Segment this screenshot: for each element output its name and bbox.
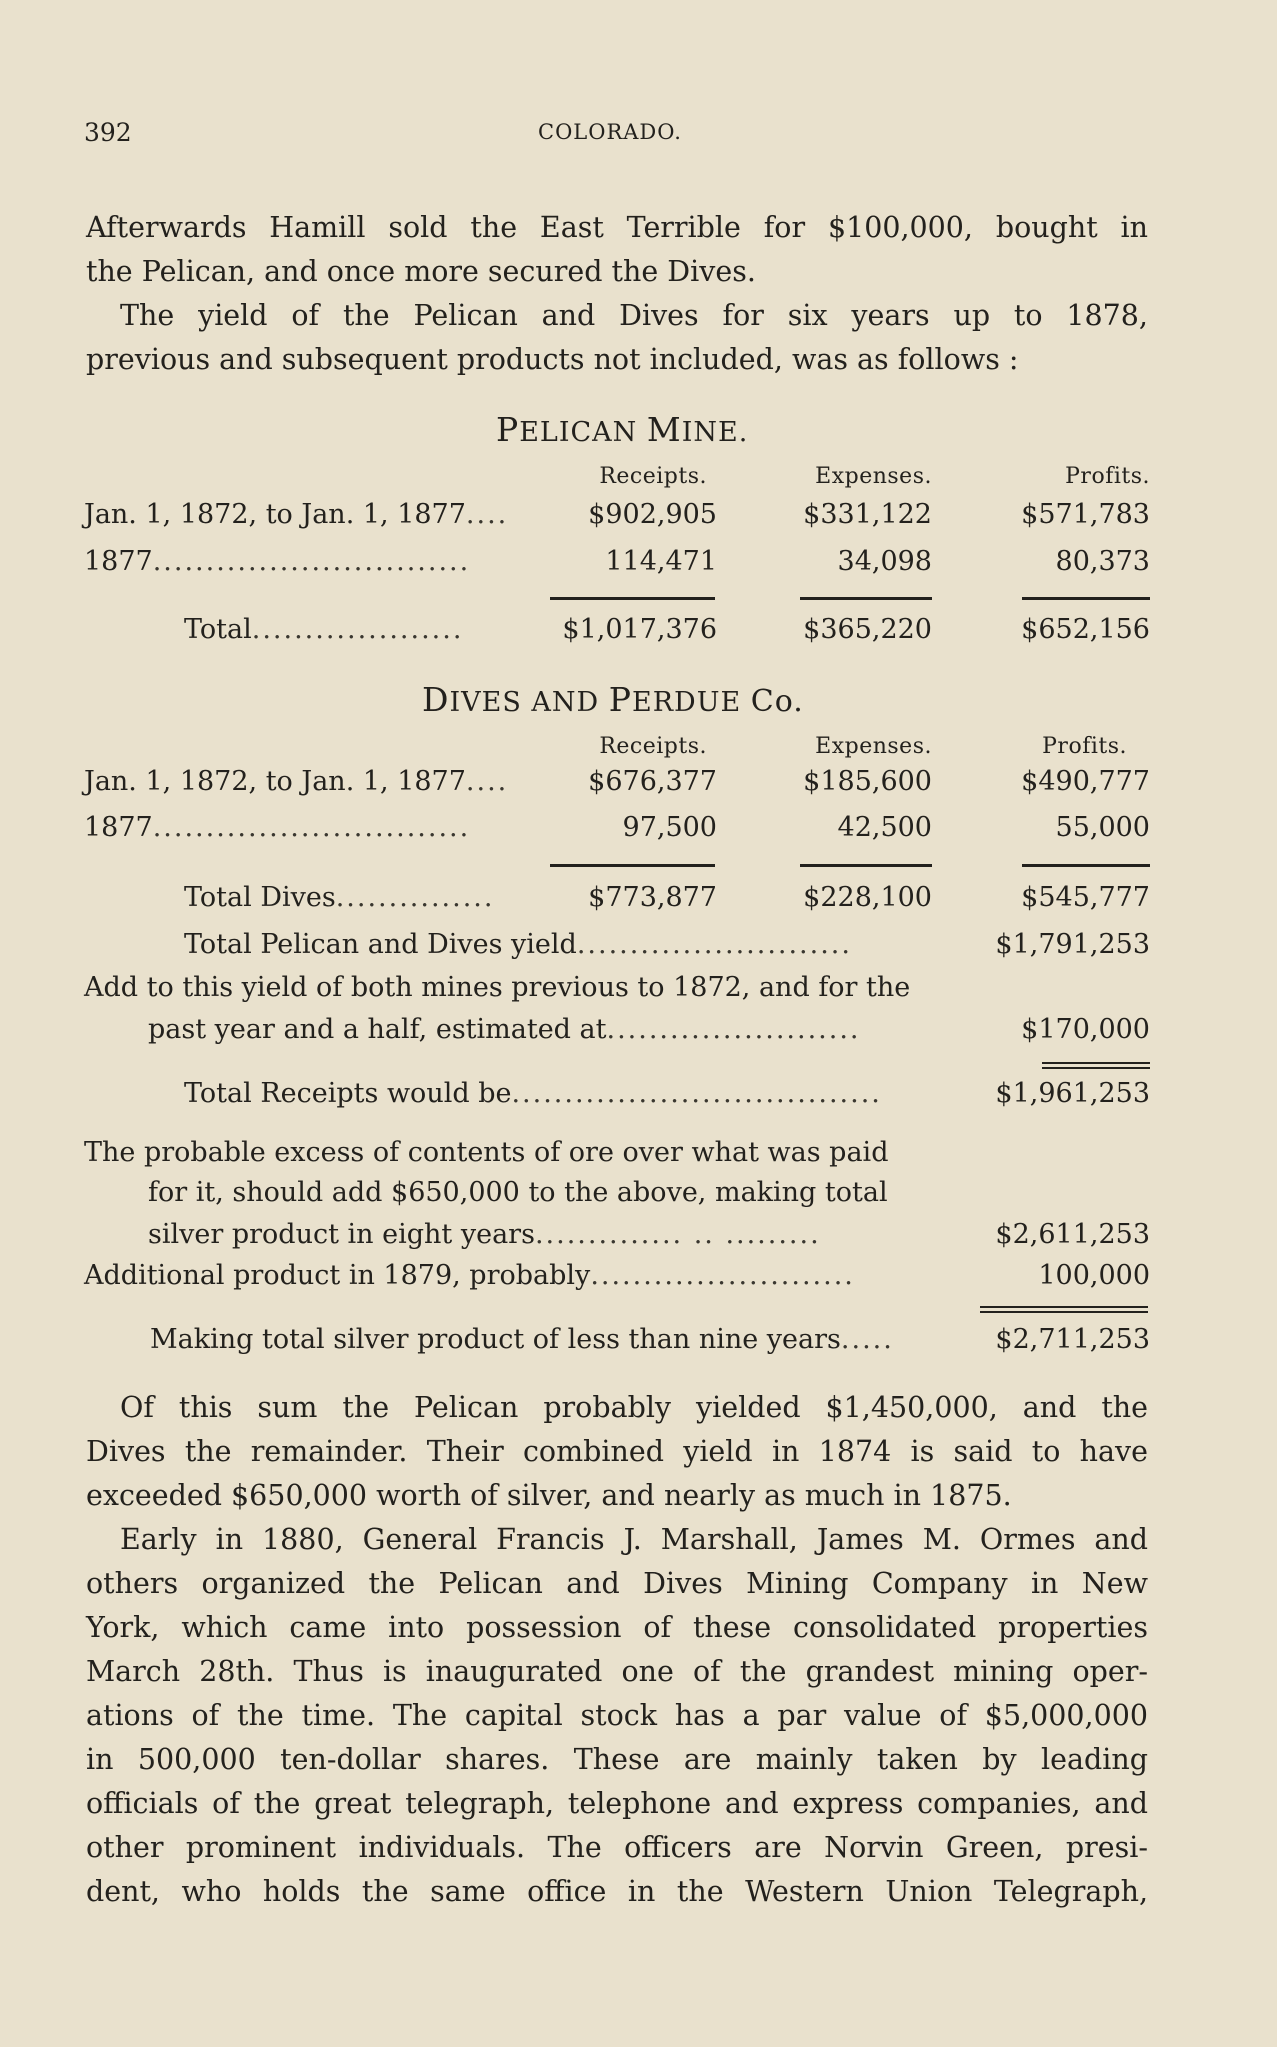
add-yield-value: $170,000	[1021, 1014, 1150, 1045]
excess-line-1: The probable excess of contents of ore over what was paid	[84, 1137, 889, 1168]
total-receipts-label: Total Receipts would be...................................	[184, 1078, 882, 1109]
text-line: previous and subsequent products not included, was as follows :	[86, 343, 1019, 376]
rule	[1022, 864, 1150, 867]
dives-row-receipts: 97,500	[622, 812, 717, 843]
dives-row-profits: 55,000	[1055, 812, 1150, 843]
rule	[1042, 1067, 1150, 1069]
pelican-header-profits: Profits.	[1065, 464, 1150, 489]
additional-1879-value: 100,000	[1038, 1260, 1150, 1291]
pelican-header-receipts: Receipts.	[599, 464, 707, 489]
intro-paragraph-1	[86, 206, 1148, 294]
text-line: in 500,000 ten-dollar shares. These are mainly taken by leading	[86, 1743, 1148, 1776]
dives-total-receipts: $773,877	[588, 882, 717, 913]
rule	[550, 597, 715, 600]
dives-header-receipts: Receipts.	[599, 734, 707, 759]
rule	[980, 1306, 1148, 1308]
text-line: other prominent individuals. The officers are Norvin Green, presi-	[86, 1831, 1148, 1864]
closing-paragraph-1	[86, 1386, 1148, 1518]
text-line: Of this sum the Pelican probably yielded $1,450,000, and the	[120, 1391, 1148, 1424]
rule	[1042, 1062, 1150, 1064]
total-pelican-dives-label: Total Pelican and Dives yield..........................	[184, 929, 852, 960]
text-line: ations of the time. The capital stock has a par value of $5,000,000	[86, 1699, 1148, 1732]
rule	[800, 597, 932, 600]
pelican-row-profits: 80,373	[1055, 546, 1150, 577]
pelican-row-label: 1877..............................	[84, 546, 471, 577]
text-line: dent, who holds the same office in the Western Union Telegraph,	[86, 1875, 1148, 1908]
additional-1879-label: Additional product in 1879, probably.........................	[84, 1260, 855, 1291]
rule	[550, 864, 715, 867]
total-receipts-value: $1,961,253	[995, 1078, 1150, 1109]
text-line: Dives the remainder. Their combined yield in 1874 is said to have	[86, 1435, 1148, 1468]
pelican-row-profits: $571,783	[1021, 499, 1150, 530]
dives-row-expenses: $185,600	[803, 766, 932, 797]
dives-total-label: Total Dives...............	[184, 882, 495, 913]
pelican-total-expenses: $365,220	[803, 614, 932, 645]
pelican-title: PELICAN MINE.	[496, 410, 749, 449]
dives-row-label: Jan. 1, 1872, to Jan. 1, 1877....	[84, 766, 509, 797]
dives-row-profits: $490,777	[1021, 766, 1150, 797]
pelican-total-label: Total....................	[184, 614, 464, 645]
text-line: the Pelican, and once more secured the Dives.	[86, 255, 756, 288]
text-line: others organized the Pelican and Dives Mining Company in New	[86, 1567, 1148, 1600]
pelican-row-receipts: 114,471	[605, 546, 717, 577]
page-number: 392	[84, 118, 132, 147]
closing-paragraph-2	[86, 1518, 1148, 1914]
text-line: exceeded $650,000 worth of silver, and nearly as much in 1875.	[86, 1479, 1012, 1512]
add-yield-line-2: past year and a half, estimated at........................	[148, 1014, 861, 1045]
dives-title: DIVES AND PERDUE Co.	[422, 680, 804, 719]
pelican-row-label: Jan. 1, 1872, to Jan. 1, 1877....	[84, 499, 509, 530]
dives-row-receipts: $676,377	[588, 766, 717, 797]
dives-total-profits: $545,777	[1021, 882, 1150, 913]
making-total-label: Making total silver product of less than nine years.....	[150, 1324, 894, 1355]
text-line: Early in 1880, General Francis J. Marshall, James M. Ormes and	[120, 1523, 1148, 1556]
pelican-row-receipts: $902,905	[588, 499, 717, 530]
rule	[1022, 597, 1150, 600]
text-line: The yield of the Pelican and Dives for six years up to 1878,	[120, 299, 1148, 332]
dives-row-label: 1877..............................	[84, 812, 471, 843]
pelican-total-receipts: $1,017,376	[562, 614, 717, 645]
add-yield-line-1: Add to this yield of both mines previous to 1872, and for the	[84, 972, 911, 1003]
text-line: officials of the great telegraph, telephone and express companies, and	[86, 1787, 1148, 1820]
total-pelican-dives-value: $1,791,253	[995, 929, 1150, 960]
pelican-total-profits: $652,156	[1021, 614, 1150, 645]
rule	[980, 1311, 1148, 1313]
dives-total-expenses: $228,100	[803, 882, 932, 913]
dives-header-expenses: Expenses.	[815, 734, 932, 759]
excess-line-2: for it, should add $650,000 to the above, making total	[148, 1177, 888, 1208]
text-line: March 28th. Thus is inaugurated one of the grandest mining oper-	[86, 1655, 1148, 1688]
rule	[800, 864, 932, 867]
text-line: Afterwards Hamill sold the East Terrible for $100,000, bought in	[86, 211, 1148, 244]
dives-header-profits: Profits.	[1042, 734, 1127, 759]
pelican-row-expenses: $331,122	[803, 499, 932, 530]
text-line: York, which came into possession of these consolidated properties	[86, 1611, 1148, 1644]
making-total-value: $2,711,253	[995, 1324, 1150, 1355]
excess-value: $2,611,253	[995, 1219, 1150, 1250]
running-title: COLORADO.	[538, 120, 682, 144]
pelican-header-expenses: Expenses.	[815, 464, 932, 489]
pelican-row-expenses: 34,098	[837, 546, 932, 577]
dives-row-expenses: 42,500	[837, 812, 932, 843]
intro-paragraph-2	[86, 294, 1148, 382]
excess-line-3: silver product in eight years.............. .. .........	[148, 1219, 821, 1250]
